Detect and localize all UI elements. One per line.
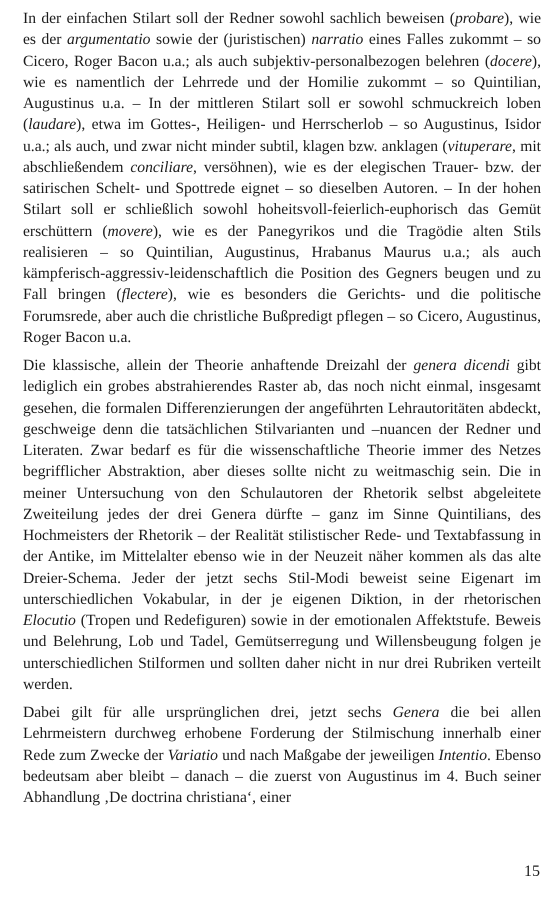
italic-term: genera dicendi [413,357,510,374]
italic-term: Elocutio [23,612,76,629]
text-run: In der einfachen Stilart soll der Redner sowohl sachlich beweisen ( [23,10,455,27]
text-run: die bei allen Lehrmeistern durchweg erhobene Forderung der Stilmischung innerhalb einer Rede zum Zwecke der [23,704,541,764]
italic-term: laudare [28,116,77,134]
page-body [23,8,541,808]
paragraph-genera-dicendi [23,355,541,695]
text-run: (Tropen und Redefiguren) sowie in der emotionalen Affektstufe. Beweis und Belehrung, Lob und Tadel, Gemütserregung und Willensbeugung folgen je unterschiedlichen Stilformen und sollten daher nicht in nur drei Rubriken verteilt werden. [23,612,541,693]
italic-term: Variatio [167,746,218,764]
italic-term: docere [490,52,532,70]
text-run: eines Falles zukommt – so Cicero, Roger Bacon u.a.; als auch subjektiv-personalbezogen belehren ( [23,31,541,70]
text-run: , mit abschließendem [23,137,542,176]
text-run: ), wie es der [23,10,541,49]
paragraph-stilarten [23,8,541,348]
text-run: ), wie es besonders die Gerichts- und die politische Forumsrede, aber auch die christliche Bußpredigt pflegen – so Cicero, Augustinus, Roger Bacon u.a. [23,286,541,346]
text-run: ), etwa im Gottes-, Heiligen- und Herrscherlob – so Augustinus, Isidor u.a.; als auch, und zwar nicht minder subtil, klagen bzw. anklagen ( [23,116,541,155]
italic-term: narratio [311,31,364,49]
italic-term: vituperare [447,137,512,155]
italic-term: probare [454,10,505,27]
text-run: ), wie es namentlich der Lehrrede und der Homilie zukommt – so Quintilian, Augustinus u.a. – In der mittleren Stilart soll er sowohl schmuckreich loben ( [23,52,541,134]
italic-term: Genera [392,704,440,721]
italic-term: flectere [121,286,168,304]
text-run: und nach Maßgabe der jeweiligen [217,746,439,764]
text-run: , versöhnen), wie es der elegischen Trauer- bzw. der satirischen Schelt- und Spottrede eignet – so dieselben Autoren. – In der hohen Stilart soll er schließlich sowohl hoheitsvoll-feierlich-euphorisch das Gemüt erschüttern ( [23,158,541,240]
italic-term: conciliare [130,158,194,176]
italic-term: Intentio [438,746,488,764]
paragraph-stilmischung [23,702,541,808]
italic-term: argumentatio [67,31,151,49]
text-run: gibt lediglich ein grobes abstrahierendes Raster ab, das noch nicht einmal, insgesamt gesehen, die formalen Differenzierungen der angeführten Lehrautoritäten abdeckt, geschweige denn die tatsächlichen Stilvarianten und –nuancen der Redner und Literaten. Zwar bedarf es für die wissenschaftliche Theorie immer des Netzes begrifflicher Abstraktion, aber dieses sollte nicht zu weitmaschig sein. Die in meiner Untersuchung von den Schulautoren der Rhetorik selbst abgeleitete Zweiteilung jedes der drei Genera dürfte – ganz im Sinne Quintilians, des Hochmeisters der Rhetorik – der Realität stilistischer Rede- und Textabfassung in der Antike, im Mittelalter ebenso wie in der Neuzeit näher kommen als das alte Dreier-Schema. Jeder der jetzt sechs Stil-Modi beweist seine Eigenart im unterschiedlichen Vokabular, in der je eigenen Diktion, in der rhetorischen [23,357,541,608]
page-number: 15 [524,863,540,880]
text-run: Die klassische, allein der Theorie anhaftende Dreizahl der [23,357,414,374]
text-run: Dabei gilt für alle ursprünglichen drei, jetzt sechs [23,704,393,721]
text-run: sowie der (juristischen) [150,31,312,49]
italic-term: movere [107,222,153,240]
text-run: ), wie es der Panegyrikos und die Tragödie alten Stils realisieren – so Quintilian, Augustinus, Hrabanus Maurus u.a.; als auch kämpferisch-aggressiv-leidenschaftlich die Position des Gegners beugen und zu Fall bringen ( [23,222,542,304]
text-run: . Ebenso bedeutsam aber bleibt – danach – die zuerst von Augustinus im 4. Buch seiner Abhandlung ‚De doctrina christiana‘, einer [23,746,541,806]
